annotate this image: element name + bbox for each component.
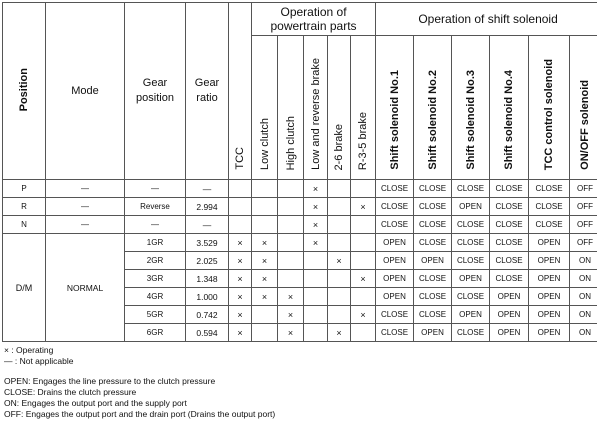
shift-solenoid-1-cell: CLOSE [376,324,414,342]
shift-solenoid-2-cell: CLOSE [414,306,452,324]
table-row [3,198,597,216]
low-clutch-cell: × [252,270,278,288]
gear-position-cell: Reverse [125,198,186,216]
header-2-6-brake: 2-6 brake [328,36,351,180]
shift-solenoid-1-cell: CLOSE [376,216,414,234]
onoff-solenoid-cell: ON [570,270,597,288]
shift-solenoid-2-cell: CLOSE [414,270,452,288]
shift-solenoid-2-cell: OPEN [414,252,452,270]
header-tcc-control-solenoid: TCC control solenoid [529,36,570,180]
shift-solenoid-3-cell: CLOSE [452,324,490,342]
onoff-solenoid-cell: OFF [570,234,597,252]
brake-r-3-5-cell [351,288,376,306]
low-reverse-brake-cell [304,270,328,288]
brake-2-6-cell: × [328,324,351,342]
shift-solenoid-2-cell: CLOSE [414,180,452,198]
table-row [3,180,597,198]
shift-solenoid-3-cell: OPEN [452,306,490,324]
low-clutch-cell [252,198,278,216]
shift-solenoid-4-cell: CLOSE [490,216,529,234]
gear-position-cell: — [125,180,186,198]
note-off: OFF: Engages the output port and the drain port (Drains the output port) [4,409,276,419]
shift-solenoid-1-cell: CLOSE [376,198,414,216]
high-clutch-cell: × [278,306,304,324]
legend-notes [4,345,275,420]
header-gear-position: Gear position [125,3,186,180]
shift-solenoid-2-cell: CLOSE [414,234,452,252]
shift-solenoid-4-cell: CLOSE [490,252,529,270]
shift-solenoid-2-cell: CLOSE [414,288,452,306]
brake-2-6-cell [328,198,351,216]
table-body [3,180,597,342]
brake-r-3-5-cell: × [351,306,376,324]
gear-position-cell: — [125,216,186,234]
header-low-reverse-brake: Low and reverse brake [304,36,328,180]
table-header [3,3,597,180]
header-tcc: TCC [229,3,252,180]
header-mode: Mode [46,3,125,180]
brake-2-6-cell [328,270,351,288]
gear-position-cell: 1GR [125,234,186,252]
shift-solenoid-4-cell: CLOSE [490,198,529,216]
header-solenoid-group: Operation of shift solenoid [376,3,597,36]
tcc-cell: × [229,324,252,342]
low-reverse-brake-cell: × [304,198,328,216]
note-not-applicable: — : Not applicable [4,356,74,366]
high-clutch-cell [278,270,304,288]
gear-position-cell: 5GR [125,306,186,324]
brake-r-3-5-cell: × [351,270,376,288]
shift-solenoid-1-cell: OPEN [376,288,414,306]
gear-ratio-cell: — [186,216,229,234]
low-clutch-cell: × [252,234,278,252]
low-clutch-cell: × [252,288,278,306]
header-onoff-solenoid: ON/OFF solenoid [570,36,597,180]
tcc-cell: × [229,306,252,324]
onoff-solenoid-cell: ON [570,252,597,270]
shift-solenoid-2-cell: CLOSE [414,216,452,234]
tcc-control-solenoid-cell: OPEN [529,324,570,342]
shift-solenoid-1-cell: OPEN [376,270,414,288]
brake-2-6-cell [328,234,351,252]
position-cell: N [3,216,46,234]
shift-solenoid-4-cell: OPEN [490,306,529,324]
shift-solenoid-4-cell: OPEN [490,324,529,342]
solenoid-operation-table [2,2,597,342]
brake-r-3-5-cell [351,324,376,342]
brake-2-6-cell: × [328,252,351,270]
header-shift-solenoid-1: Shift solenoid No.1 [376,36,414,180]
onoff-solenoid-cell: ON [570,324,597,342]
header-shift-solenoid-4: Shift solenoid No.4 [490,36,529,180]
high-clutch-cell [278,216,304,234]
brake-r-3-5-cell [351,252,376,270]
low-clutch-cell [252,306,278,324]
mode-cell: — [46,198,125,216]
tcc-cell: × [229,234,252,252]
gear-position-cell: 4GR [125,288,186,306]
brake-r-3-5-cell [351,234,376,252]
tcc-control-solenoid-cell: OPEN [529,270,570,288]
onoff-solenoid-cell: OFF [570,216,597,234]
header-low-clutch: Low clutch [252,36,278,180]
mode-cell: — [46,180,125,198]
header-gear-ratio: Gear ratio [186,3,229,180]
low-clutch-cell [252,180,278,198]
tcc-cell [229,216,252,234]
position-cell: P [3,180,46,198]
mode-cell: NORMAL [46,234,125,342]
table-row [3,234,597,252]
header-high-clutch: High clutch [278,36,304,180]
header-r-3-5-brake: R-3-5 brake [351,36,376,180]
shift-solenoid-2-cell: OPEN [414,324,452,342]
gear-ratio-cell: 1.000 [186,288,229,306]
note-on: ON: Engages the output port and the supply port [4,398,187,408]
low-reverse-brake-cell [304,324,328,342]
header-position: Position [3,3,46,180]
tcc-cell: × [229,252,252,270]
header-shift-solenoid-3: Shift solenoid No.3 [452,36,490,180]
header-powertrain-group: Operation of powertrain parts [252,3,376,36]
low-clutch-cell [252,216,278,234]
gear-ratio-cell: 3.529 [186,234,229,252]
gear-position-cell: 2GR [125,252,186,270]
low-clutch-cell [252,324,278,342]
onoff-solenoid-cell: ON [570,288,597,306]
gear-ratio-cell: 0.594 [186,324,229,342]
shift-solenoid-3-cell: OPEN [452,198,490,216]
tcc-control-solenoid-cell: OPEN [529,306,570,324]
gear-ratio-cell: 1.348 [186,270,229,288]
shift-solenoid-3-cell: OPEN [452,270,490,288]
header-shift-solenoid-2: Shift solenoid No.2 [414,36,452,180]
gear-ratio-cell: 0.742 [186,306,229,324]
onoff-solenoid-cell: OFF [570,180,597,198]
tcc-control-solenoid-cell: CLOSE [529,180,570,198]
shift-solenoid-1-cell: OPEN [376,234,414,252]
low-reverse-brake-cell: × [304,180,328,198]
shift-solenoid-1-cell: CLOSE [376,306,414,324]
shift-solenoid-4-cell: CLOSE [490,234,529,252]
onoff-solenoid-cell: OFF [570,198,597,216]
position-cell: R [3,198,46,216]
gear-ratio-cell: — [186,180,229,198]
gear-ratio-cell: 2.025 [186,252,229,270]
tcc-control-solenoid-cell: OPEN [529,252,570,270]
gear-ratio-cell: 2.994 [186,198,229,216]
low-reverse-brake-cell: × [304,234,328,252]
high-clutch-cell: × [278,324,304,342]
shift-solenoid-3-cell: CLOSE [452,234,490,252]
brake-2-6-cell [328,306,351,324]
low-reverse-brake-cell [304,306,328,324]
brake-r-3-5-cell [351,216,376,234]
table-row [3,216,597,234]
brake-2-6-cell [328,288,351,306]
note-close: CLOSE: Drains the clutch pressure [4,387,137,397]
tcc-control-solenoid-cell: OPEN [529,288,570,306]
tcc-cell [229,198,252,216]
shift-solenoid-2-cell: CLOSE [414,198,452,216]
brake-2-6-cell [328,180,351,198]
note-operating: × : Operating [4,345,54,355]
tcc-control-solenoid-cell: OPEN [529,234,570,252]
tcc-control-solenoid-cell: CLOSE [529,216,570,234]
low-reverse-brake-cell [304,288,328,306]
tcc-cell [229,180,252,198]
shift-solenoid-4-cell: CLOSE [490,180,529,198]
shift-solenoid-3-cell: CLOSE [452,216,490,234]
brake-r-3-5-cell [351,180,376,198]
high-clutch-cell [278,234,304,252]
shift-solenoid-3-cell: CLOSE [452,288,490,306]
gear-position-cell: 6GR [125,324,186,342]
mode-cell: — [46,216,125,234]
high-clutch-cell [278,198,304,216]
brake-2-6-cell [328,216,351,234]
brake-r-3-5-cell: × [351,198,376,216]
tcc-cell: × [229,288,252,306]
shift-solenoid-4-cell: CLOSE [490,270,529,288]
shift-solenoid-4-cell: OPEN [490,288,529,306]
gear-position-cell: 3GR [125,270,186,288]
onoff-solenoid-cell: ON [570,306,597,324]
tcc-control-solenoid-cell: CLOSE [529,198,570,216]
low-clutch-cell: × [252,252,278,270]
high-clutch-cell [278,180,304,198]
position-cell: D/M [3,234,46,342]
high-clutch-cell: × [278,288,304,306]
shift-solenoid-1-cell: CLOSE [376,180,414,198]
low-reverse-brake-cell: × [304,216,328,234]
shift-solenoid-3-cell: CLOSE [452,180,490,198]
low-reverse-brake-cell [304,252,328,270]
high-clutch-cell [278,252,304,270]
shift-solenoid-3-cell: CLOSE [452,252,490,270]
shift-solenoid-1-cell: OPEN [376,252,414,270]
note-open: OPEN: Engages the line pressure to the clutch pressure [4,376,216,386]
tcc-cell: × [229,270,252,288]
